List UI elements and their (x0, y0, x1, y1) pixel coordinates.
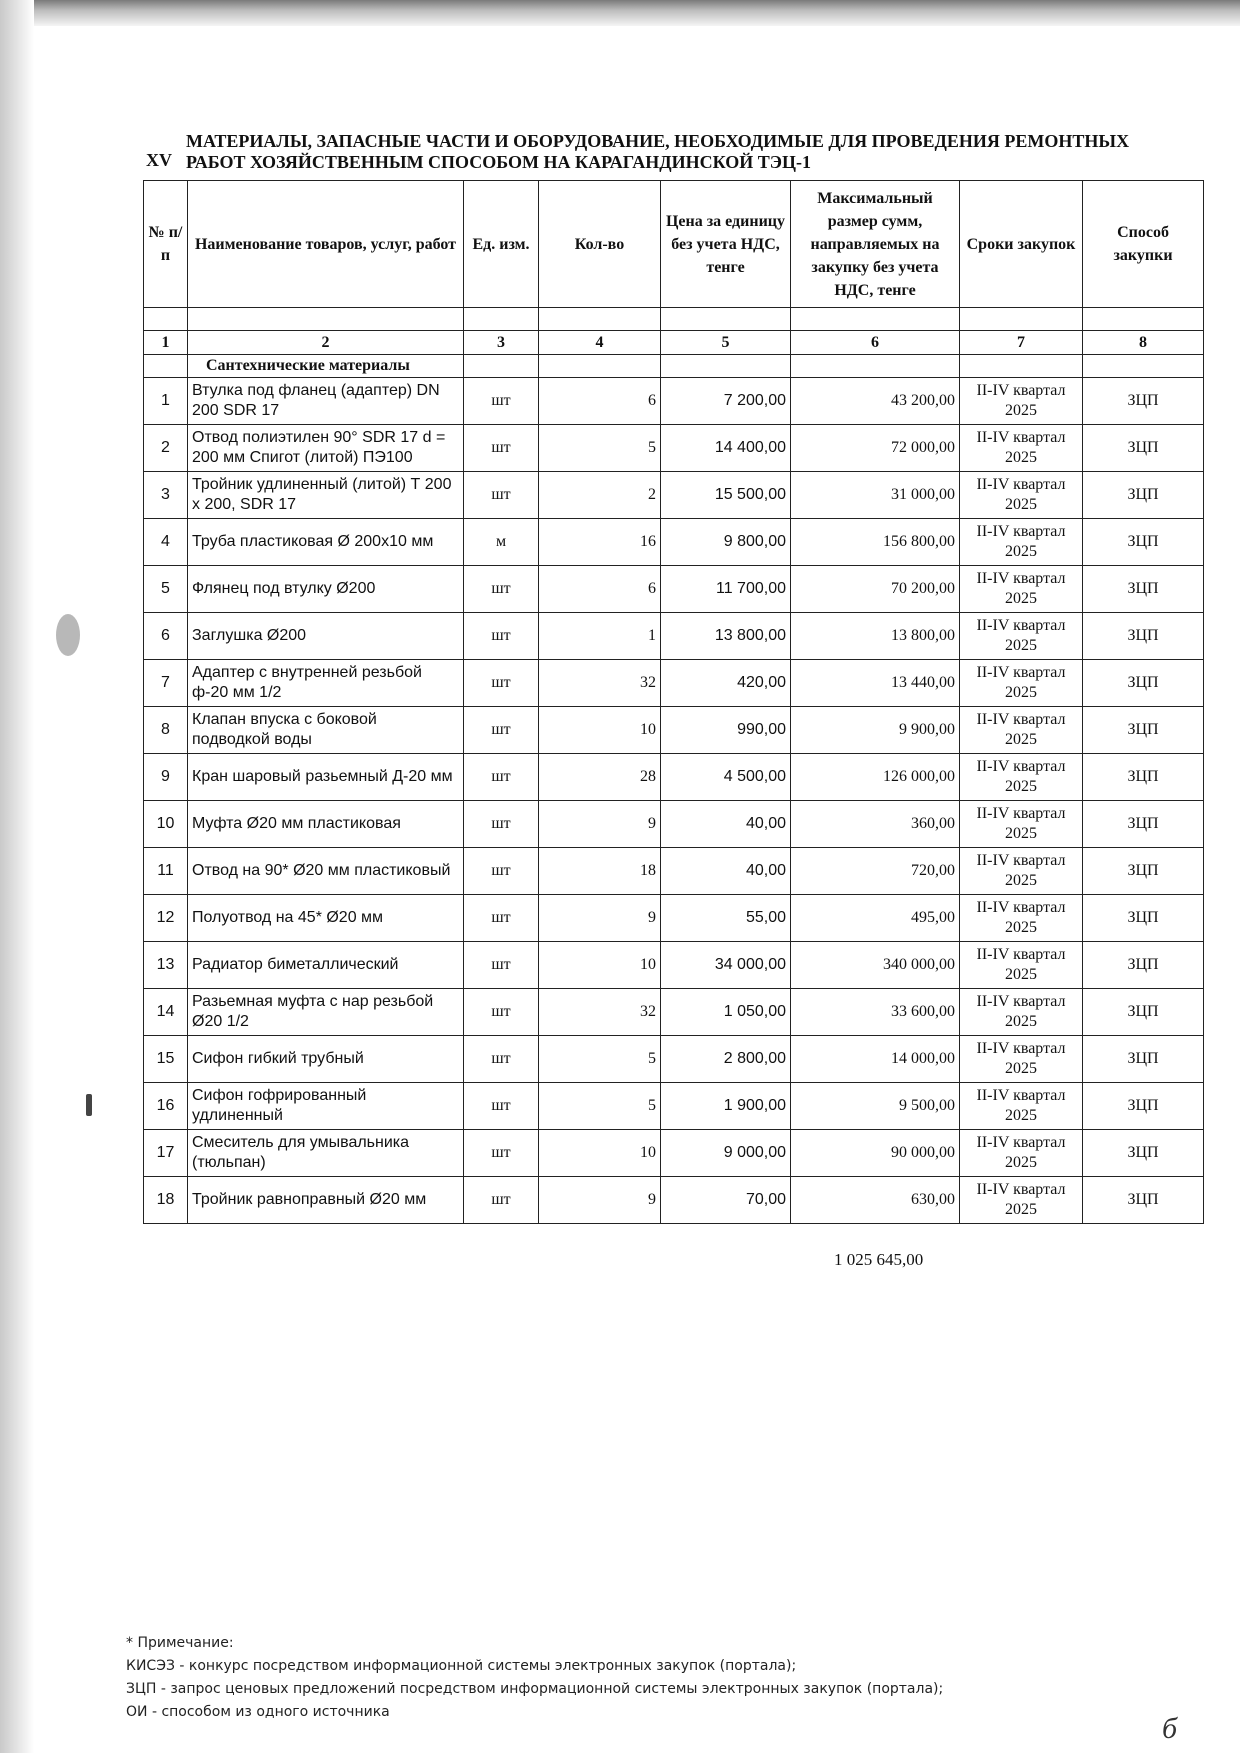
table-row (144, 895, 1204, 942)
cell-unit: шт (464, 1177, 539, 1224)
cell-method: ЗЦП (1083, 942, 1204, 989)
note-line: ОИ - способом из одного источника (126, 1704, 390, 1720)
cell-price: 4 500,00 (661, 754, 791, 801)
cell-term: II-IV квартал 2025 (960, 1036, 1083, 1083)
cell-price: 34 000,00 (661, 942, 791, 989)
column-number-row (144, 331, 1204, 355)
header-unit: Ед. изм. (464, 181, 539, 308)
cell-name: Разьемная муфта с нар резьбой Ø20 1/2 (188, 989, 464, 1036)
cell-total: 630,00 (791, 1177, 960, 1224)
cell-unit: шт (464, 566, 539, 613)
cell-unit: м (464, 519, 539, 566)
cell-term: II-IV квартал 2025 (960, 989, 1083, 1036)
cell-name: Тройник равноправный Ø20 мм (188, 1177, 464, 1224)
cell-term: II-IV квартал 2025 (960, 566, 1083, 613)
cell-name: Муфта Ø20 мм пластиковая (188, 801, 464, 848)
cell-price: 9 800,00 (661, 519, 791, 566)
cell-no: 5 (144, 566, 188, 613)
cell-name: Смеситель для умывальника (тюльпан) (188, 1130, 464, 1177)
cell-price: 15 500,00 (661, 472, 791, 519)
cell-no: 18 (144, 1177, 188, 1224)
cell-price: 13 800,00 (661, 613, 791, 660)
cell-method: ЗЦП (1083, 1083, 1204, 1130)
header-term: Сроки закупок (960, 181, 1083, 308)
cell-term: II-IV квартал 2025 (960, 1177, 1083, 1224)
cell-qty: 2 (539, 472, 661, 519)
cell-name: Отвод полиэтилен 90° SDR 17 d = 200 мм Спигот (литой) ПЭ100 (188, 425, 464, 472)
cell-unit: шт (464, 801, 539, 848)
cell-qty: 28 (539, 754, 661, 801)
cell-name: Кран шаровый разьемный Д-20 мм (188, 754, 464, 801)
cell-qty: 9 (539, 895, 661, 942)
cell-total: 495,00 (791, 895, 960, 942)
cell-method: ЗЦП (1083, 1130, 1204, 1177)
group-title: Сантехнические материалы (188, 355, 464, 378)
cell-no: 7 (144, 660, 188, 707)
cell-total: 72 000,00 (791, 425, 960, 472)
column-number: 6 (791, 331, 960, 355)
cell-term: II-IV квартал 2025 (960, 378, 1083, 425)
table-row (144, 425, 1204, 472)
cell-total: 126 000,00 (791, 754, 960, 801)
table-row (144, 989, 1204, 1036)
cell-term: II-IV квартал 2025 (960, 1083, 1083, 1130)
cell-name: Полуотвод на 45* Ø20 мм (188, 895, 464, 942)
cell-price: 990,00 (661, 707, 791, 754)
column-number: 1 (144, 331, 188, 355)
table-row (144, 1036, 1204, 1083)
cell-no: 10 (144, 801, 188, 848)
grand-total: 1 025 645,00 (834, 1250, 924, 1269)
cell-term: II-IV квартал 2025 (960, 754, 1083, 801)
cell-unit: шт (464, 1036, 539, 1083)
cell-qty: 5 (539, 1036, 661, 1083)
cell-total: 14 000,00 (791, 1036, 960, 1083)
cell-total: 340 000,00 (791, 942, 960, 989)
cell-price: 40,00 (661, 848, 791, 895)
note-line: КИСЭЗ - конкурс посредством информационной системы электронных закупок (портала); (126, 1658, 797, 1674)
cell-total: 31 000,00 (791, 472, 960, 519)
cell-method: ЗЦП (1083, 519, 1204, 566)
cell-term: II-IV квартал 2025 (960, 472, 1083, 519)
punch-hole (56, 614, 80, 656)
cell-unit: шт (464, 848, 539, 895)
cell-unit: шт (464, 1083, 539, 1130)
cell-unit: шт (464, 942, 539, 989)
cell-qty: 6 (539, 566, 661, 613)
cell-no: 13 (144, 942, 188, 989)
header-method: Способ закупки (1083, 181, 1204, 308)
column-number: 8 (1083, 331, 1204, 355)
cell-total: 13 800,00 (791, 613, 960, 660)
cell-method: ЗЦП (1083, 848, 1204, 895)
cell-unit: шт (464, 660, 539, 707)
table-row (144, 613, 1204, 660)
cell-method: ЗЦП (1083, 895, 1204, 942)
procurement-table (143, 180, 1204, 1224)
cell-price: 40,00 (661, 801, 791, 848)
cell-term: II-IV квартал 2025 (960, 942, 1083, 989)
cell-no: 3 (144, 472, 188, 519)
scan-top-edge (0, 0, 1240, 26)
staple-mark (86, 1094, 92, 1116)
cell-qty: 1 (539, 613, 661, 660)
cell-no: 8 (144, 707, 188, 754)
cell-price: 14 400,00 (661, 425, 791, 472)
cell-method: ЗЦП (1083, 613, 1204, 660)
table-row (144, 1083, 1204, 1130)
cell-term: II-IV квартал 2025 (960, 895, 1083, 942)
cell-qty: 10 (539, 942, 661, 989)
cell-name: Флянец под втулку Ø200 (188, 566, 464, 613)
cell-unit: шт (464, 378, 539, 425)
cell-term: II-IV квартал 2025 (960, 613, 1083, 660)
cell-method: ЗЦП (1083, 801, 1204, 848)
cell-unit: шт (464, 1130, 539, 1177)
cell-unit: шт (464, 472, 539, 519)
cell-term: II-IV квартал 2025 (960, 801, 1083, 848)
cell-method: ЗЦП (1083, 425, 1204, 472)
cell-price: 1 050,00 (661, 989, 791, 1036)
cell-total: 9 500,00 (791, 1083, 960, 1130)
cell-unit: шт (464, 754, 539, 801)
cell-name: Отвод на 90* Ø20 мм пластиковый (188, 848, 464, 895)
cell-qty: 9 (539, 1177, 661, 1224)
header-price: Цена за единицу без учета НДС, тенге (661, 181, 791, 308)
table-row (144, 707, 1204, 754)
cell-method: ЗЦП (1083, 378, 1204, 425)
cell-method: ЗЦП (1083, 1036, 1204, 1083)
cell-price: 2 800,00 (661, 1036, 791, 1083)
cell-qty: 10 (539, 1130, 661, 1177)
section-number: XV (146, 150, 172, 170)
cell-price: 55,00 (661, 895, 791, 942)
cell-total: 13 440,00 (791, 660, 960, 707)
cell-no: 12 (144, 895, 188, 942)
table-row (144, 942, 1204, 989)
table-row (144, 1130, 1204, 1177)
document-title: МАТЕРИАЛЫ, ЗАПАСНЫЕ ЧАСТИ И ОБОРУДОВАНИЕ, НЕОБХОДИМЫЕ ДЛЯ ПРОВЕДЕНИЯ РЕМОНТНЫХ РАБОТ ХОЗЯЙСТВЕННЫМ СПОСОБОМ НА КАРАГАНДИНСКОЙ ТЭЦ-1 (186, 131, 1130, 172)
cell-total: 33 600,00 (791, 989, 960, 1036)
cell-total: 156 800,00 (791, 519, 960, 566)
note-line: ЗЦП - запрос ценовых предложений посредством информационной системы электронных закупок (портала); (126, 1681, 944, 1697)
table-row (144, 660, 1204, 707)
header-total: Максимальный размер сумм, направляемых на закупку без учета НДС, тенге (791, 181, 960, 308)
column-number: 2 (188, 331, 464, 355)
cell-name: Сифон гибкий трубный (188, 1036, 464, 1083)
cell-unit: шт (464, 707, 539, 754)
cell-no: 14 (144, 989, 188, 1036)
cell-qty: 32 (539, 660, 661, 707)
cell-name: Радиатор биметаллический (188, 942, 464, 989)
cell-no: 9 (144, 754, 188, 801)
cell-name: Адаптер с внутренней резьбой ф-20 мм 1/2 (188, 660, 464, 707)
cell-term: II-IV квартал 2025 (960, 660, 1083, 707)
column-number: 4 (539, 331, 661, 355)
cell-method: ЗЦП (1083, 1177, 1204, 1224)
table-row (144, 472, 1204, 519)
cell-no: 6 (144, 613, 188, 660)
cell-price: 1 900,00 (661, 1083, 791, 1130)
cell-qty: 6 (539, 378, 661, 425)
cell-qty: 10 (539, 707, 661, 754)
cell-method: ЗЦП (1083, 660, 1204, 707)
handwritten-page-mark: б (1162, 1712, 1178, 1745)
cell-method: ЗЦП (1083, 754, 1204, 801)
cell-total: 9 900,00 (791, 707, 960, 754)
cell-price: 7 200,00 (661, 378, 791, 425)
table-row (144, 801, 1204, 848)
cell-total: 720,00 (791, 848, 960, 895)
cell-price: 70,00 (661, 1177, 791, 1224)
cell-method: ЗЦП (1083, 472, 1204, 519)
group-row (144, 355, 1204, 378)
scan-left-edge (0, 0, 34, 1753)
cell-name: Втулка под фланец (адаптер) DN 200 SDR 17 (188, 378, 464, 425)
cell-unit: шт (464, 613, 539, 660)
table-row (144, 754, 1204, 801)
cell-no: 16 (144, 1083, 188, 1130)
cell-qty: 32 (539, 989, 661, 1036)
header-no: № п/п (144, 181, 188, 308)
header-qty: Кол-во (539, 181, 661, 308)
cell-qty: 5 (539, 1083, 661, 1130)
cell-total: 43 200,00 (791, 378, 960, 425)
cell-total: 360,00 (791, 801, 960, 848)
cell-qty: 5 (539, 425, 661, 472)
note-heading: * Примечание: (126, 1635, 234, 1651)
header-name: Наименование товаров, услуг, работ (188, 181, 464, 308)
table-row (144, 378, 1204, 425)
header-row (144, 181, 1204, 308)
cell-no: 4 (144, 519, 188, 566)
cell-total: 70 200,00 (791, 566, 960, 613)
column-number: 5 (661, 331, 791, 355)
cell-no: 15 (144, 1036, 188, 1083)
cell-qty: 18 (539, 848, 661, 895)
cell-term: II-IV квартал 2025 (960, 1130, 1083, 1177)
cell-method: ЗЦП (1083, 566, 1204, 613)
cell-name: Сифон гофрированный удлиненный (188, 1083, 464, 1130)
cell-method: ЗЦП (1083, 707, 1204, 754)
cell-qty: 9 (539, 801, 661, 848)
cell-price: 9 000,00 (661, 1130, 791, 1177)
table-row (144, 566, 1204, 613)
cell-no: 2 (144, 425, 188, 472)
cell-term: II-IV квартал 2025 (960, 519, 1083, 566)
cell-method: ЗЦП (1083, 989, 1204, 1036)
cell-unit: шт (464, 425, 539, 472)
cell-no: 17 (144, 1130, 188, 1177)
cell-name: Труба пластиковая Ø 200х10 мм (188, 519, 464, 566)
cell-name: Заглушка Ø200 (188, 613, 464, 660)
table-row (144, 848, 1204, 895)
cell-price: 420,00 (661, 660, 791, 707)
column-number: 7 (960, 331, 1083, 355)
cell-unit: шт (464, 895, 539, 942)
cell-name: Тройник удлиненный (литой) Т 200 х 200, SDR 17 (188, 472, 464, 519)
cell-total: 90 000,00 (791, 1130, 960, 1177)
cell-no: 1 (144, 378, 188, 425)
column-number: 3 (464, 331, 539, 355)
cell-term: II-IV квартал 2025 (960, 848, 1083, 895)
table-row (144, 1177, 1204, 1224)
notes (126, 1632, 943, 1724)
cell-name: Клапан впуска с боковой подводкой воды (188, 707, 464, 754)
cell-term: II-IV квартал 2025 (960, 707, 1083, 754)
header-spacer-row (144, 308, 1204, 331)
table-row (144, 519, 1204, 566)
cell-no: 11 (144, 848, 188, 895)
cell-unit: шт (464, 989, 539, 1036)
cell-price: 11 700,00 (661, 566, 791, 613)
cell-term: II-IV квартал 2025 (960, 425, 1083, 472)
cell-qty: 16 (539, 519, 661, 566)
